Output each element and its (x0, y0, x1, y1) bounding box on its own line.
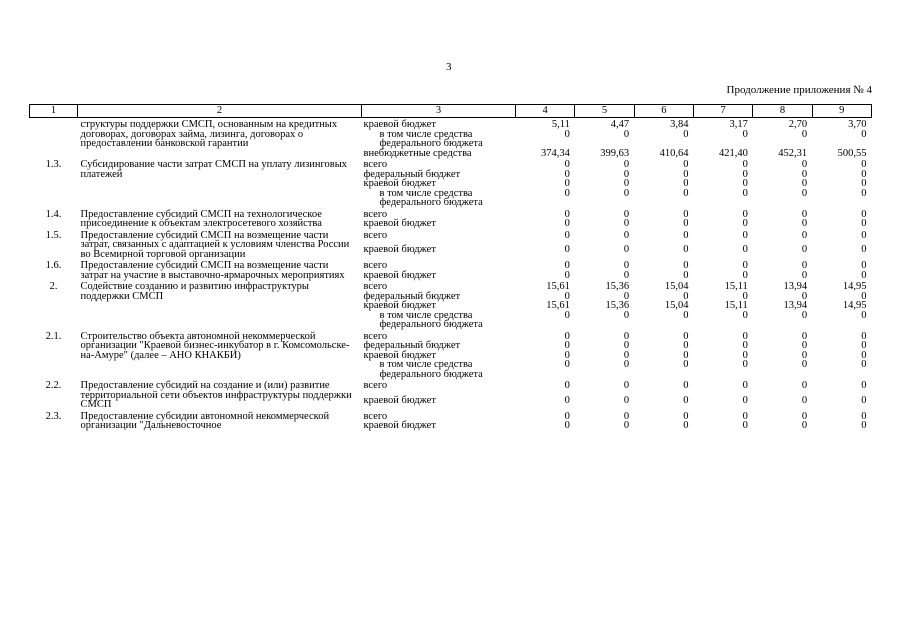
value-cell: 14,95 (842, 281, 867, 292)
value-cell: 0 (683, 340, 689, 351)
value-cell: 0 (683, 269, 689, 281)
value-cell: 0 (801, 159, 808, 170)
funding-source: всего (363, 260, 388, 271)
item-number: 1.6. (45, 260, 62, 271)
value-cell: 0 (683, 290, 689, 302)
item-number: 1.4. (45, 208, 62, 220)
value-cell: 0 (683, 359, 689, 370)
item-name: Предоставление субсидий на создание и (или) развитие территориальной сети объектов инфраструктуры поддержки СМСП (80, 380, 352, 410)
funding-source: краевой бюджет (363, 244, 436, 256)
value-cell: 0 (623, 394, 630, 406)
item-name: Предоставление субсидий СМСП на технологическое присоединение к объектам электросетевого хозяйства (80, 208, 322, 229)
value-cell: 0 (564, 410, 570, 422)
value-cell: 15,04 (664, 300, 689, 311)
value-cell: 0 (801, 178, 808, 189)
value-cell: 0 (861, 244, 867, 256)
value-cell: 0 (861, 218, 867, 229)
value-cell: 0 (564, 159, 570, 170)
table-header-row (30, 105, 872, 118)
funding-source: краевой бюджет (363, 300, 436, 311)
value-cell: 0 (742, 394, 748, 406)
value-cell: 0 (742, 178, 748, 189)
value-cell: 0 (623, 269, 630, 281)
column-header: 1 (30, 105, 78, 118)
value-cell: 0 (564, 394, 570, 406)
value-cell: 0 (742, 309, 748, 321)
value-cell: 0 (623, 178, 630, 189)
value-cell: 0 (564, 218, 570, 229)
value-cell: 0 (801, 218, 808, 229)
value-cell: 0 (861, 380, 867, 391)
column-header: 8 (753, 105, 812, 118)
funding-source: всего (363, 410, 388, 422)
value-cell: 0 (623, 420, 630, 431)
value-cell: 0 (861, 229, 867, 241)
column-header: 2 (78, 105, 362, 118)
value-cell: 0 (564, 128, 570, 140)
value-cell: 0 (801, 340, 808, 351)
value-cell: 0 (683, 394, 689, 406)
value-cell: 0 (801, 410, 808, 422)
value-cell: 15,36 (605, 300, 630, 311)
funding-source: федеральный бюджет (363, 168, 461, 180)
value-cell: 0 (623, 330, 630, 342)
page-number: 3 (446, 61, 452, 73)
value-cell: 0 (683, 159, 689, 170)
item-number: 1.5. (45, 229, 62, 241)
column-header: 6 (634, 105, 693, 118)
value-cell: 0 (564, 349, 570, 361)
value-cell: 0 (801, 359, 808, 370)
value-cell: 0 (801, 244, 808, 256)
value-cell: 421,40 (718, 147, 748, 159)
funding-source: всего (363, 208, 388, 220)
item-number: 2.2. (45, 380, 62, 391)
funding-source: краевой бюджет (363, 178, 436, 189)
item-number: 1.3. (45, 159, 62, 170)
funding-source: краевой бюджет (363, 420, 436, 431)
value-cell: 0 (742, 168, 748, 180)
value-cell: 0 (742, 208, 748, 220)
value-cell: 0 (861, 128, 867, 140)
value-cell: 0 (564, 380, 570, 391)
value-cell: 0 (564, 229, 570, 241)
funding-source: краевой бюджет (363, 119, 436, 130)
budget-table (29, 104, 872, 431)
value-cell: 0 (623, 218, 630, 229)
value-cell: 0 (801, 349, 808, 361)
value-cell: 0 (564, 420, 570, 431)
column-header: 4 (516, 105, 575, 118)
value-cell: 0 (683, 260, 689, 271)
funding-source: внебюджетные средства (363, 147, 472, 159)
item-number: 2. (49, 281, 58, 292)
value-cell: 0 (801, 330, 808, 342)
value-cell: 0 (564, 340, 570, 351)
value-cell: 0 (564, 359, 570, 370)
funding-source: краевой бюджет (363, 349, 436, 361)
value-cell: 0 (801, 260, 808, 271)
value-cell: 0 (742, 330, 748, 342)
value-cell: 3,70 (848, 119, 867, 130)
value-cell: 0 (564, 168, 570, 180)
value-cell: 3,84 (670, 119, 689, 130)
value-cell: 0 (623, 309, 630, 321)
value-cell: 0 (861, 340, 867, 351)
value-cell: 0 (861, 394, 867, 406)
value-cell: 0 (742, 229, 748, 241)
value-cell: 0 (623, 244, 630, 256)
value-cell: 0 (623, 168, 630, 180)
value-cell: 0 (623, 359, 630, 370)
funding-source: всего (363, 159, 388, 170)
item-name: Содействие созданию и развитию инфраструктуры поддержки СМСП (80, 281, 309, 302)
value-cell: 0 (683, 330, 689, 342)
value-cell: 5,11 (551, 119, 570, 130)
value-cell: 0 (742, 128, 748, 140)
value-cell: 0 (683, 420, 689, 431)
item-name: Предоставление субсидии автономной некоммерческой организации "Дальневосточное (80, 410, 330, 431)
funding-source: краевой бюджет (363, 394, 436, 406)
item-name: Строительство объекта автономной некоммерческой организации "Краевой бизнес-инкубатор в г. Комсомольске-на-Амуре" (далее – АНО КНАКБИ) (80, 330, 350, 361)
value-cell: 15,36 (605, 281, 630, 292)
value-cell: 0 (564, 178, 570, 189)
funding-source: федеральный бюджет (363, 290, 461, 302)
value-cell: 0 (801, 208, 808, 220)
value-cell: 0 (861, 309, 867, 321)
value-cell: 0 (801, 128, 808, 140)
funding-source: краевой бюджет (363, 269, 436, 281)
value-cell: 0 (801, 229, 808, 241)
value-cell: 0 (861, 178, 867, 189)
value-cell: 0 (861, 187, 867, 199)
funding-source: всего (363, 380, 388, 391)
value-cell: 0 (861, 330, 867, 342)
value-cell: 0 (861, 420, 867, 431)
value-cell: 0 (683, 244, 689, 256)
value-cell: 0 (742, 420, 748, 431)
value-cell: 0 (861, 168, 867, 180)
value-cell: 0 (742, 359, 748, 370)
value-cell: 0 (801, 309, 808, 321)
value-cell: 15,11 (724, 300, 748, 311)
value-cell: 0 (801, 380, 808, 391)
value-cell: 0 (683, 309, 689, 321)
value-cell: 0 (742, 218, 748, 229)
value-cell: 0 (742, 380, 748, 391)
value-cell: 0 (801, 394, 808, 406)
value-cell: 0 (742, 159, 748, 170)
value-cell: 399,63 (600, 147, 630, 159)
value-cell: 0 (683, 229, 689, 241)
funding-source: в том числе средства федерального бюджета (379, 187, 483, 208)
value-cell: 0 (861, 260, 867, 271)
value-cell: 0 (683, 349, 689, 361)
value-cell: 4,47 (610, 119, 630, 130)
value-cell: 13,94 (783, 281, 808, 292)
value-cell: 0 (623, 380, 630, 391)
value-cell: 0 (683, 187, 689, 199)
column-header: 5 (575, 105, 634, 118)
table-row (30, 259, 872, 271)
value-cell: 15,04 (664, 281, 689, 292)
item-number: 2.3. (45, 410, 62, 422)
value-cell: 0 (861, 410, 867, 422)
item-name: Предоставление субсидий СМСП на возмещение части затрат на участие в выставочно-ярмарочных мероприятиях (80, 260, 345, 281)
value-cell: 0 (623, 260, 630, 271)
value-cell: 0 (742, 410, 748, 422)
value-cell: 0 (623, 290, 630, 302)
funding-source: в том числе средства федерального бюджета (379, 359, 483, 380)
funding-source: в том числе средства федерального бюджета (379, 309, 483, 330)
value-cell: 0 (683, 168, 689, 180)
value-cell: 15,61 (546, 281, 570, 292)
value-cell: 0 (564, 290, 570, 302)
value-cell: 410,64 (659, 147, 689, 159)
value-cell: 0 (564, 309, 570, 321)
appendix-continuation-label: Продолжение приложения № 4 (726, 84, 872, 96)
value-cell: 0 (683, 380, 689, 391)
column-header: 3 (362, 105, 516, 118)
value-cell: 0 (683, 178, 689, 189)
value-cell: 0 (683, 128, 689, 140)
item-name: Субсидирование части затрат СМСП на уплату лизинговых платежей (80, 159, 348, 180)
value-cell: 0 (623, 410, 630, 422)
value-cell: 0 (742, 349, 748, 361)
value-cell: 0 (683, 208, 689, 220)
value-cell: 0 (801, 187, 808, 199)
value-cell: 0 (801, 269, 808, 281)
value-cell: 374,34 (540, 147, 570, 159)
table-row (30, 379, 872, 396)
value-cell: 0 (564, 330, 570, 342)
value-cell: 0 (564, 187, 570, 199)
funding-source: федеральный бюджет (363, 340, 461, 351)
value-cell: 0 (564, 260, 570, 271)
table-row (30, 118, 872, 130)
column-header: 7 (693, 105, 752, 118)
value-cell: 0 (564, 269, 570, 281)
value-cell: 452,31 (778, 147, 808, 159)
funding-source: краевой бюджет (363, 218, 436, 229)
value-cell: 0 (861, 159, 867, 170)
value-cell: 0 (801, 168, 808, 180)
table-body (30, 118, 872, 431)
value-cell: 0 (564, 244, 570, 256)
value-cell: 0 (742, 269, 748, 281)
value-cell: 0 (742, 340, 748, 351)
value-cell: 0 (623, 229, 630, 241)
value-cell: 0 (801, 290, 808, 302)
value-cell: 0 (623, 159, 630, 170)
value-cell: 0 (623, 187, 630, 199)
funding-source: всего (363, 281, 388, 292)
column-header: 9 (812, 105, 871, 118)
value-cell: 0 (683, 218, 689, 229)
value-cell: 15,11 (724, 281, 748, 292)
value-cell: 0 (683, 410, 689, 422)
value-cell: 0 (742, 260, 748, 271)
value-cell: 0 (742, 290, 748, 302)
value-cell: 2,70 (788, 119, 808, 130)
value-cell: 500,55 (837, 147, 867, 159)
item-name: Предоставление субсидий СМСП на возмещение части затрат, связанных с адаптацией к условиям членства России во Всемирной торговой организации (80, 229, 350, 260)
value-cell: 0 (861, 359, 867, 370)
value-cell: 0 (564, 208, 570, 220)
table-row (30, 229, 872, 246)
item-number: 2.1. (45, 330, 62, 342)
item-number (30, 118, 78, 159)
value-cell: 0 (623, 128, 630, 140)
value-cell: 0 (742, 187, 748, 199)
value-cell: 0 (801, 420, 808, 431)
funding-source: всего (363, 330, 388, 342)
value-cell: 0 (623, 340, 630, 351)
value-cell: 0 (623, 208, 630, 220)
item-name: структуры поддержки СМСП, основанным на кредитных договорах, договорах займа, лизинга, договорах о предоставлении банковской гарантии (80, 119, 338, 149)
funding-source: в том числе средства федерального бюджета (379, 128, 483, 149)
value-cell: 13,94 (783, 300, 808, 311)
value-cell: 3,17 (729, 119, 748, 130)
value-cell: 0 (861, 349, 867, 361)
value-cell: 0 (742, 244, 748, 256)
funding-source: всего (363, 229, 388, 241)
value-cell: 0 (861, 269, 867, 281)
value-cell: 0 (623, 349, 630, 361)
value-cell: 0 (861, 208, 867, 220)
value-cell: 15,61 (546, 300, 570, 311)
value-cell: 0 (861, 290, 867, 302)
value-cell: 14,95 (842, 300, 867, 311)
